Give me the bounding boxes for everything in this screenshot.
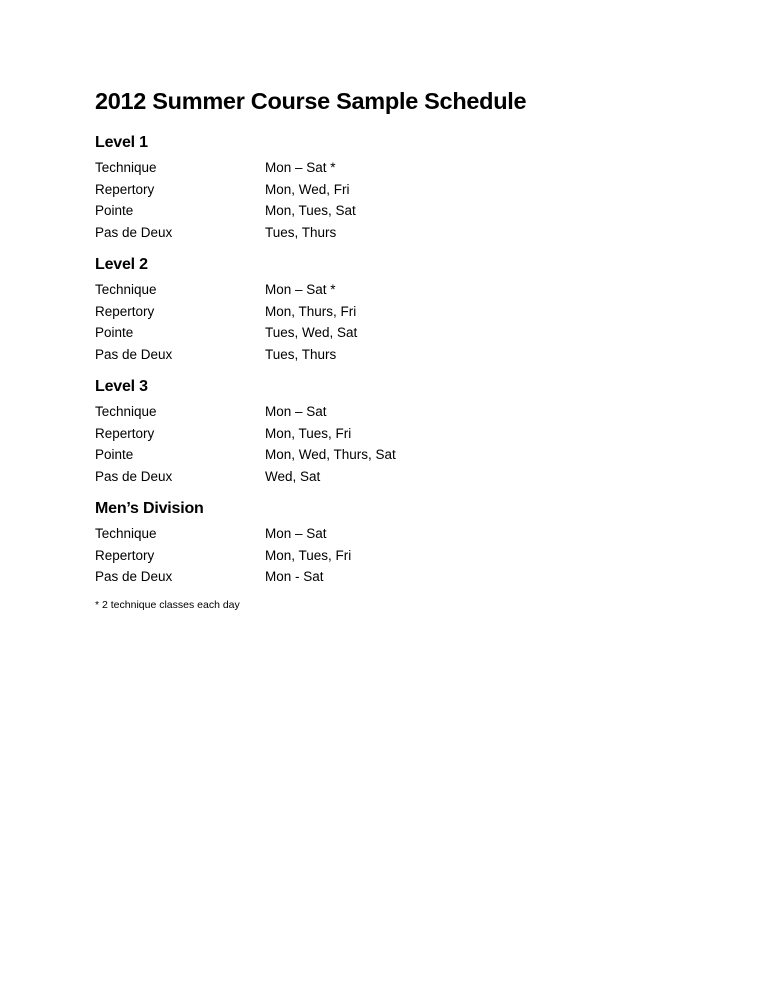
class-name: Repertory bbox=[95, 303, 155, 319]
class-days: Mon, Wed, Thurs, Sat bbox=[265, 447, 396, 463]
class-days: Mon - Sat bbox=[265, 569, 324, 585]
schedule-row bbox=[95, 301, 515, 323]
class-name: Pointe bbox=[95, 325, 134, 341]
class-days: Mon – Sat * bbox=[265, 282, 336, 297]
schedule-row bbox=[95, 322, 515, 344]
section-heading: Men’s Division bbox=[95, 500, 204, 517]
section-level-2 bbox=[95, 254, 515, 365]
class-name: Technique bbox=[95, 404, 157, 419]
footnote: * 2 technique classes each day bbox=[95, 599, 240, 611]
class-days: Mon, Thurs, Fri bbox=[265, 303, 357, 319]
class-days: Mon, Tues, Fri bbox=[265, 425, 352, 441]
schedule-row bbox=[95, 179, 515, 201]
schedule-list bbox=[95, 279, 515, 365]
class-days: Mon, Tues, Sat bbox=[265, 203, 356, 219]
class-name: Pas de Deux bbox=[95, 569, 173, 585]
class-days: Mon – Sat * bbox=[265, 160, 336, 175]
section-heading: Level 1 bbox=[95, 134, 148, 151]
schedule-row bbox=[95, 344, 515, 366]
class-name: Pas de Deux bbox=[95, 346, 173, 362]
class-name: Repertory bbox=[95, 547, 155, 563]
schedule-list bbox=[95, 401, 515, 487]
schedule-row bbox=[95, 157, 515, 179]
schedule-list bbox=[95, 523, 515, 588]
section-mens-division bbox=[95, 498, 515, 588]
class-days: Tues, Thurs bbox=[265, 224, 337, 240]
schedule-row bbox=[95, 466, 515, 488]
schedule-row bbox=[95, 279, 515, 301]
class-name: Repertory bbox=[95, 181, 155, 197]
section-level-1 bbox=[95, 132, 515, 243]
class-name: Repertory bbox=[95, 425, 155, 441]
class-days: Tues, Wed, Sat bbox=[265, 325, 358, 341]
schedule-row bbox=[95, 401, 515, 423]
section-level-3 bbox=[95, 376, 515, 487]
class-days: Mon, Tues, Fri bbox=[265, 547, 352, 563]
class-name: Pointe bbox=[95, 447, 134, 463]
class-days: Mon, Wed, Fri bbox=[265, 181, 350, 197]
class-name: Pointe bbox=[95, 203, 134, 219]
class-name: Pas de Deux bbox=[95, 468, 173, 484]
section-heading: Level 3 bbox=[95, 378, 148, 395]
class-name: Technique bbox=[95, 526, 157, 541]
class-days: Mon – Sat bbox=[265, 404, 327, 419]
class-days: Tues, Thurs bbox=[265, 346, 337, 362]
class-name: Pas de Deux bbox=[95, 224, 173, 240]
schedule-row bbox=[95, 444, 515, 466]
document-title: 2012 Summer Course Sample Schedule bbox=[95, 88, 527, 114]
section-heading: Level 2 bbox=[95, 256, 148, 273]
schedule-row bbox=[95, 566, 515, 588]
class-name: Technique bbox=[95, 160, 157, 175]
schedule-row bbox=[95, 523, 515, 545]
class-name: Technique bbox=[95, 282, 157, 297]
schedule-list bbox=[95, 157, 515, 243]
schedule-row bbox=[95, 200, 515, 222]
schedule-row bbox=[95, 423, 515, 445]
class-days: Mon – Sat bbox=[265, 526, 327, 541]
class-days: Wed, Sat bbox=[265, 468, 321, 484]
schedule-row bbox=[95, 222, 515, 244]
schedule-row bbox=[95, 545, 515, 567]
